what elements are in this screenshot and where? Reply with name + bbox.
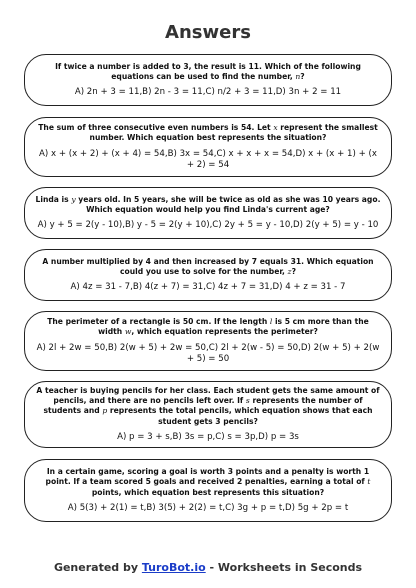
answer-options: A) x + (x + 2) + (x + 4) = 54,B) 3x = 54,C) x + x + x = 54,D) x + (x + 1) + (x + 2) = 54 <box>39 148 377 170</box>
question-text: A teacher is buying pencils for her class. Each student gets the same amount of pencils, and there are no pencils left over. If s represents the number of students and p represents the total pencils, which equation shows that each student gets 3 pencils? <box>36 385 380 426</box>
answer-options: A) y + 5 = 2(y - 10),B) y - 5 = 2(y + 10),C) 2y + 5 = y - 10,D) 2(y + 5) = y - 10 <box>37 220 379 231</box>
footer: Generated by TuroBot.io - Worksheets in Seconds <box>53 561 363 574</box>
answer-options: A) p = 3 + s,B) 3s = p,C) s = 3p,D) p = 3s <box>117 431 299 442</box>
question-card-6 <box>24 381 392 448</box>
question-text: A number multiplied by 4 and then increased by 7 equals 31. Which equation could you use to solve for the number, z? <box>42 256 374 276</box>
question-card-4 <box>24 249 392 301</box>
turobot-link[interactable]: TuroBot.io <box>141 561 206 574</box>
question-card-5 <box>24 311 392 371</box>
answer-options: A) 5(3) + 2(1) = t,B) 3(5) + 2(2) = t,C) 3g + p = t,D) 5g + 2p = t <box>67 502 349 513</box>
question-text: If twice a number is added to 3, the result is 11. Which of the following equations can be used to find the number, n? <box>55 61 361 81</box>
question-card-1 <box>24 54 392 106</box>
question-text: The perimeter of a rectangle is 50 cm. If the length l is 5 cm more than the width w, which equation represents the perimeter? <box>47 317 369 337</box>
question-card-2 <box>24 117 392 177</box>
answer-options: A) 4z = 31 - 7,B) 4(z + 7) = 31,C) 4z + 7 = 31,D) 4 + z = 31 - 7 <box>70 282 346 293</box>
answer-options: A) 2l + 2w = 50,B) 2(w + 5) + 2w = 50,C) 2l + 2(w - 5) = 50,D) 2(w + 5) + 2(w + 5) = 50 <box>36 342 380 364</box>
question-text: Linda is y years old. In 5 years, she will be twice as old as she was 10 years ago. Which equation would help you find Linda's current age? <box>35 194 381 214</box>
question-text: The sum of three consecutive even numbers is 54. Let x represent the smallest number. Which equation best represents the situation? <box>38 123 378 143</box>
page-title: Answers <box>165 22 251 43</box>
answer-options: A) 2n + 3 = 11,B) 2n - 3 = 11,C) n/2 + 3 = 11,D) 3n + 2 = 11 <box>74 87 342 98</box>
question-text: In a certain game, scoring a goal is worth 3 points and a penalty is worth 1 point. If a team scored 5 goals and received 2 penalties, earning a total of t points, which equation best represents this situation? <box>45 467 371 497</box>
question-card-3 <box>24 187 392 239</box>
question-card-7 <box>24 459 392 522</box>
